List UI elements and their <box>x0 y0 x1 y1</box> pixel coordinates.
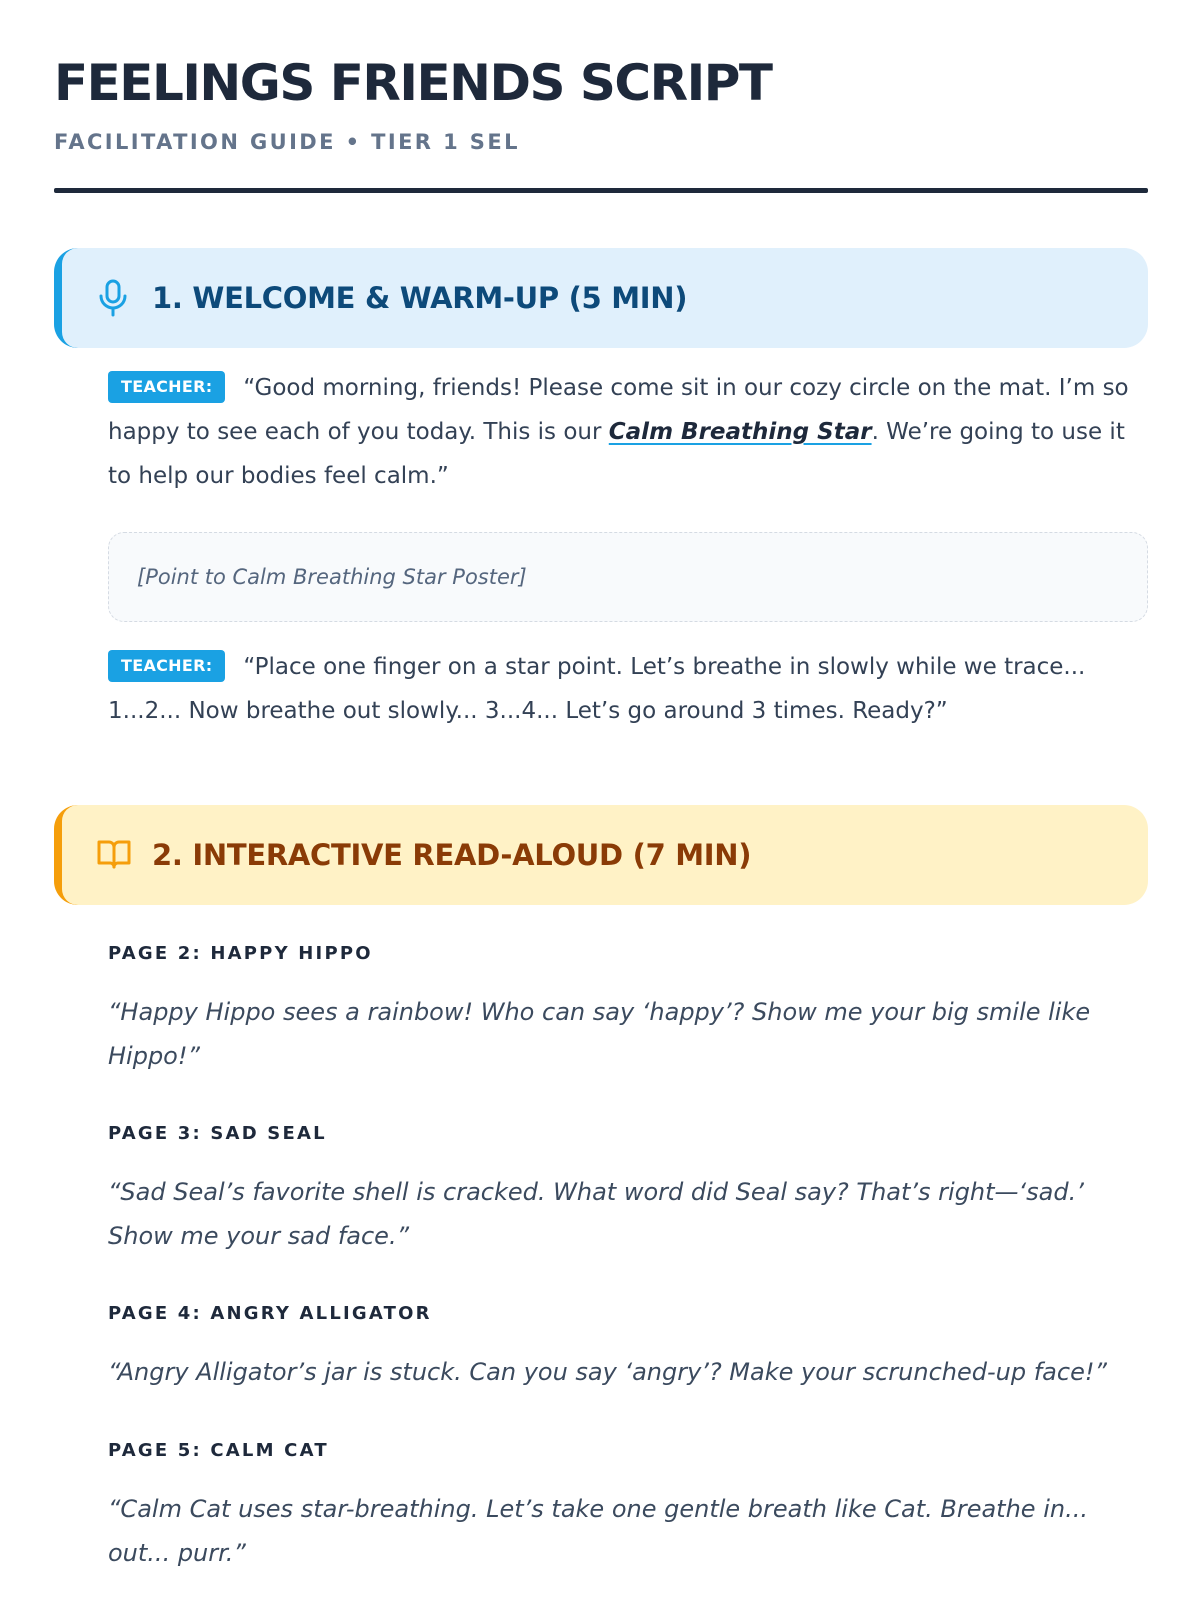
stage-direction-note: [Point to Calm Breathing Star Poster] <box>108 532 1148 622</box>
open-book-icon <box>96 835 130 875</box>
section-title: 1. WELCOME & WARM-UP (5 MIN) <box>152 281 688 315</box>
teacher-line <box>108 645 1148 733</box>
page-quote: “Angry Alligator’s jar is stuck. Can you say ‘angry’? Make your scrunched-up face!” <box>108 1358 1107 1386</box>
teacher-line-text-end: . We’re going to use it to help our bodies feel calm.” <box>108 419 1125 489</box>
section-accent-bar <box>54 248 78 348</box>
title-divider <box>54 188 1148 193</box>
section-title: 2. INTERACTIVE READ-ALOUD (7 MIN) <box>152 838 752 872</box>
page-subtitle: FACILITATION GUIDE • TIER 1 SEL <box>54 130 520 154</box>
teacher-badge: TEACHER: <box>108 371 225 403</box>
teacher-line-text: “Good morning, friends! Please come sit in our cozy circle on the mat. I’m so happy to see each of you today. This is our <box>108 375 1129 445</box>
section-welcome-header <box>54 248 1148 348</box>
page-quote: “Happy Hippo sees a rainbow! Who can say ‘happy’? Show me your big smile like Hippo!” <box>108 998 1091 1070</box>
section-read-aloud-header <box>54 805 1148 905</box>
page-title: FEELINGS FRIENDS SCRIPT <box>54 54 772 112</box>
section-accent-bar <box>54 805 78 905</box>
page-label: PAGE 3: SAD SEAL <box>108 1123 327 1144</box>
page-label: PAGE 4: ANGRY ALLIGATOR <box>108 1303 432 1324</box>
page-quote: “Calm Cat uses star-breathing. Let’s take one gentle breath like Cat. Breathe in... out... purr.” <box>108 1495 1088 1567</box>
page-label: PAGE 5: CALM CAT <box>108 1440 329 1461</box>
teacher-line-text: “Place one finger on a star point. Let’s breathe in slowly while we trace... 1...2... Now breathe out slowly... 3...4... Let’s go around 3 times. Ready?” <box>108 654 1086 724</box>
microphone-icon <box>96 278 130 318</box>
teacher-line <box>108 366 1148 498</box>
teacher-badge: TEACHER: <box>108 650 225 682</box>
page-quote: “Sad Seal’s favorite shell is cracked. What word did Seal say? That’s right—‘sad.’ Show me your sad face.” <box>108 1178 1084 1250</box>
page-label: PAGE 2: HAPPY HIPPO <box>108 943 373 964</box>
calm-breathing-star-link[interactable]: Calm Breathing Star <box>608 419 872 445</box>
